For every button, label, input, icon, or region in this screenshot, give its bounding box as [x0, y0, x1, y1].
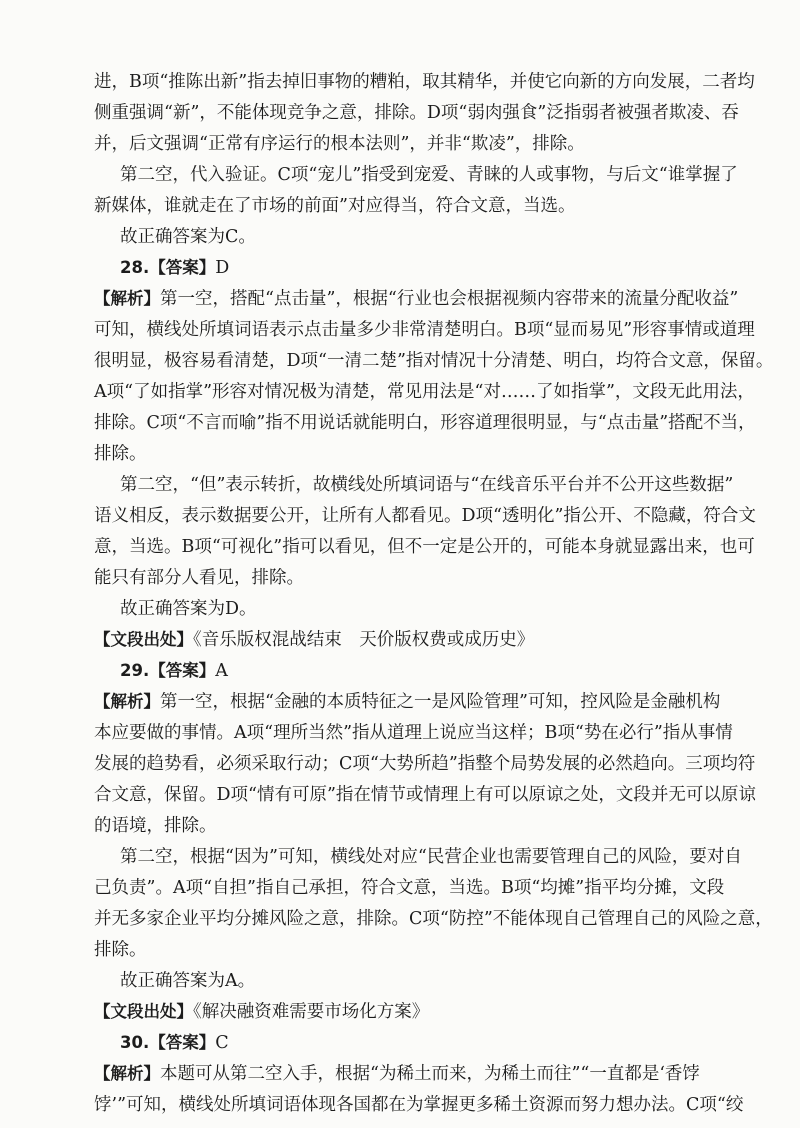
text-line: A项“了如指掌”形容对情况极为清楚，常见用法是“对……了如指掌”，文段无此用法，: [94, 382, 755, 402]
source-label: 【文段出处】: [94, 630, 193, 649]
answer-label: 29.【答案】: [120, 661, 216, 680]
source-line: [94, 1000, 734, 1024]
answer-value: C: [215, 1033, 229, 1053]
text-line: 本应要做的事情。A项“理所当然”指从道理上说应当这样；B项“势在必行”指从事情: [94, 723, 733, 743]
analysis-line: [94, 1062, 734, 1086]
text-line: 排除。C项“不言而喻”指不用说话就能明白，形容道理很明显，与“点击量”搭配不当，: [94, 413, 756, 433]
text-line: 新媒体，谁就走在了市场的前面”对应得当，符合文意，当选。: [94, 196, 576, 216]
text-line: 己负责”。A项“自担”指自己承担，符合文意，当选。B项“均摊”指平均分摊，文段: [94, 878, 725, 898]
text-line: 的语境，排除。: [94, 816, 217, 836]
text-line: 饽’”可知，横线处所填词语体现各国都在为掌握更多稀土资源而努力想办法。C项“绞: [94, 1095, 744, 1115]
answer-label: 28.【答案】: [120, 258, 216, 277]
text-line: 语义相反，表示数据要公开，让所有人都看见。D项“透明化”指公开、不隐藏，符合文: [94, 506, 756, 526]
text-line: 并无多家企业平均分摊风险之意，排除。C项“防控”不能体现自己管理自己的风险之意，: [94, 909, 773, 929]
analysis-label: 【解析】: [94, 1064, 160, 1083]
analysis-text: 第一空，根据“金融的本质特征之一是风险管理”可知，控风险是金融机构: [160, 692, 721, 712]
text-line: 发展的趋势看，必须采取行动；C项“大势所趋”指整个局势发展的必然趋向。三项均符: [94, 754, 756, 774]
text-line: 故正确答案为D。: [120, 599, 257, 619]
analysis-label: 【解析】: [94, 692, 160, 711]
text-line: 合文意，保留。D项“情有可原”指在情节或情理上有可以原谅之处，文段并无可以原谅: [94, 785, 756, 805]
text-line: 侧重强调“新”，不能体现竞争之意，排除。D项“弱肉强食”泛指弱者被强者欺凌、吞: [94, 103, 739, 123]
source-label: 【文段出处】: [94, 1002, 193, 1021]
analysis-line: [94, 287, 739, 311]
text-line: 故正确答案为C。: [120, 227, 256, 247]
analysis-line: [94, 690, 734, 714]
answer-heading-29: [120, 659, 734, 683]
text-line: 并，后文强调“正常有序运行的根本法则”，并非“欺凌”，排除。: [94, 134, 585, 154]
text-line: 第二空，根据“因为”可知，横线处对应“民营企业也需要管理自己的风险，要对自: [120, 847, 742, 867]
answer-heading-30: [120, 1031, 734, 1055]
text-line: 可知，横线处所填词语表示点击量多少非常清楚明白。B项“显而易见”形容事情或道理: [94, 320, 755, 340]
text-line: 排除。: [94, 444, 147, 464]
text-line: 第二空，“但”表示转折，故横线处所填词语与“在线音乐平台并不公开这些数据”: [120, 475, 734, 495]
text-line: 能只有部分人看见，排除。: [94, 568, 304, 588]
source-title: 《解决融资难需要市场化方案》: [193, 1002, 430, 1022]
analysis-text: 第一空，搭配“点击量”，根据“行业也会根据视频内容带来的流量分配收益”: [160, 289, 739, 309]
source-line: [94, 628, 734, 652]
analysis-text: 本题可从第二空入手，根据“为稀土而来，为稀土而往”“一直都是‘香饽: [160, 1064, 700, 1084]
text-line: 排除。: [94, 940, 147, 960]
text-line: 第二空，代入验证。C项“宠儿”指受到宠爱、青睐的人或事物，与后文“谁掌握了: [120, 165, 738, 185]
text-line: 意，当选。B项“可视化”指可以看见，但不一定是公开的，可能本身就显露出来，也可: [94, 537, 755, 557]
answer-heading-28: [120, 256, 734, 280]
analysis-label: 【解析】: [94, 289, 160, 308]
text-line: 故正确答案为A。: [120, 971, 256, 991]
text-line: 进，B项“推陈出新”指去掉旧事物的糟粕，取其精华，并使它向新的方向发展，二者均: [94, 72, 755, 92]
answer-value: D: [215, 258, 230, 278]
text-line: 很明显，极容易看清楚，D项“一清二楚”指对情况十分清楚、明白，均符合文意，保留。: [94, 351, 774, 371]
answer-value: A: [215, 661, 228, 681]
answer-label: 30.【答案】: [120, 1033, 216, 1052]
source-title: 《音乐版权混战结束 天价版权费或成历史》: [193, 630, 535, 650]
